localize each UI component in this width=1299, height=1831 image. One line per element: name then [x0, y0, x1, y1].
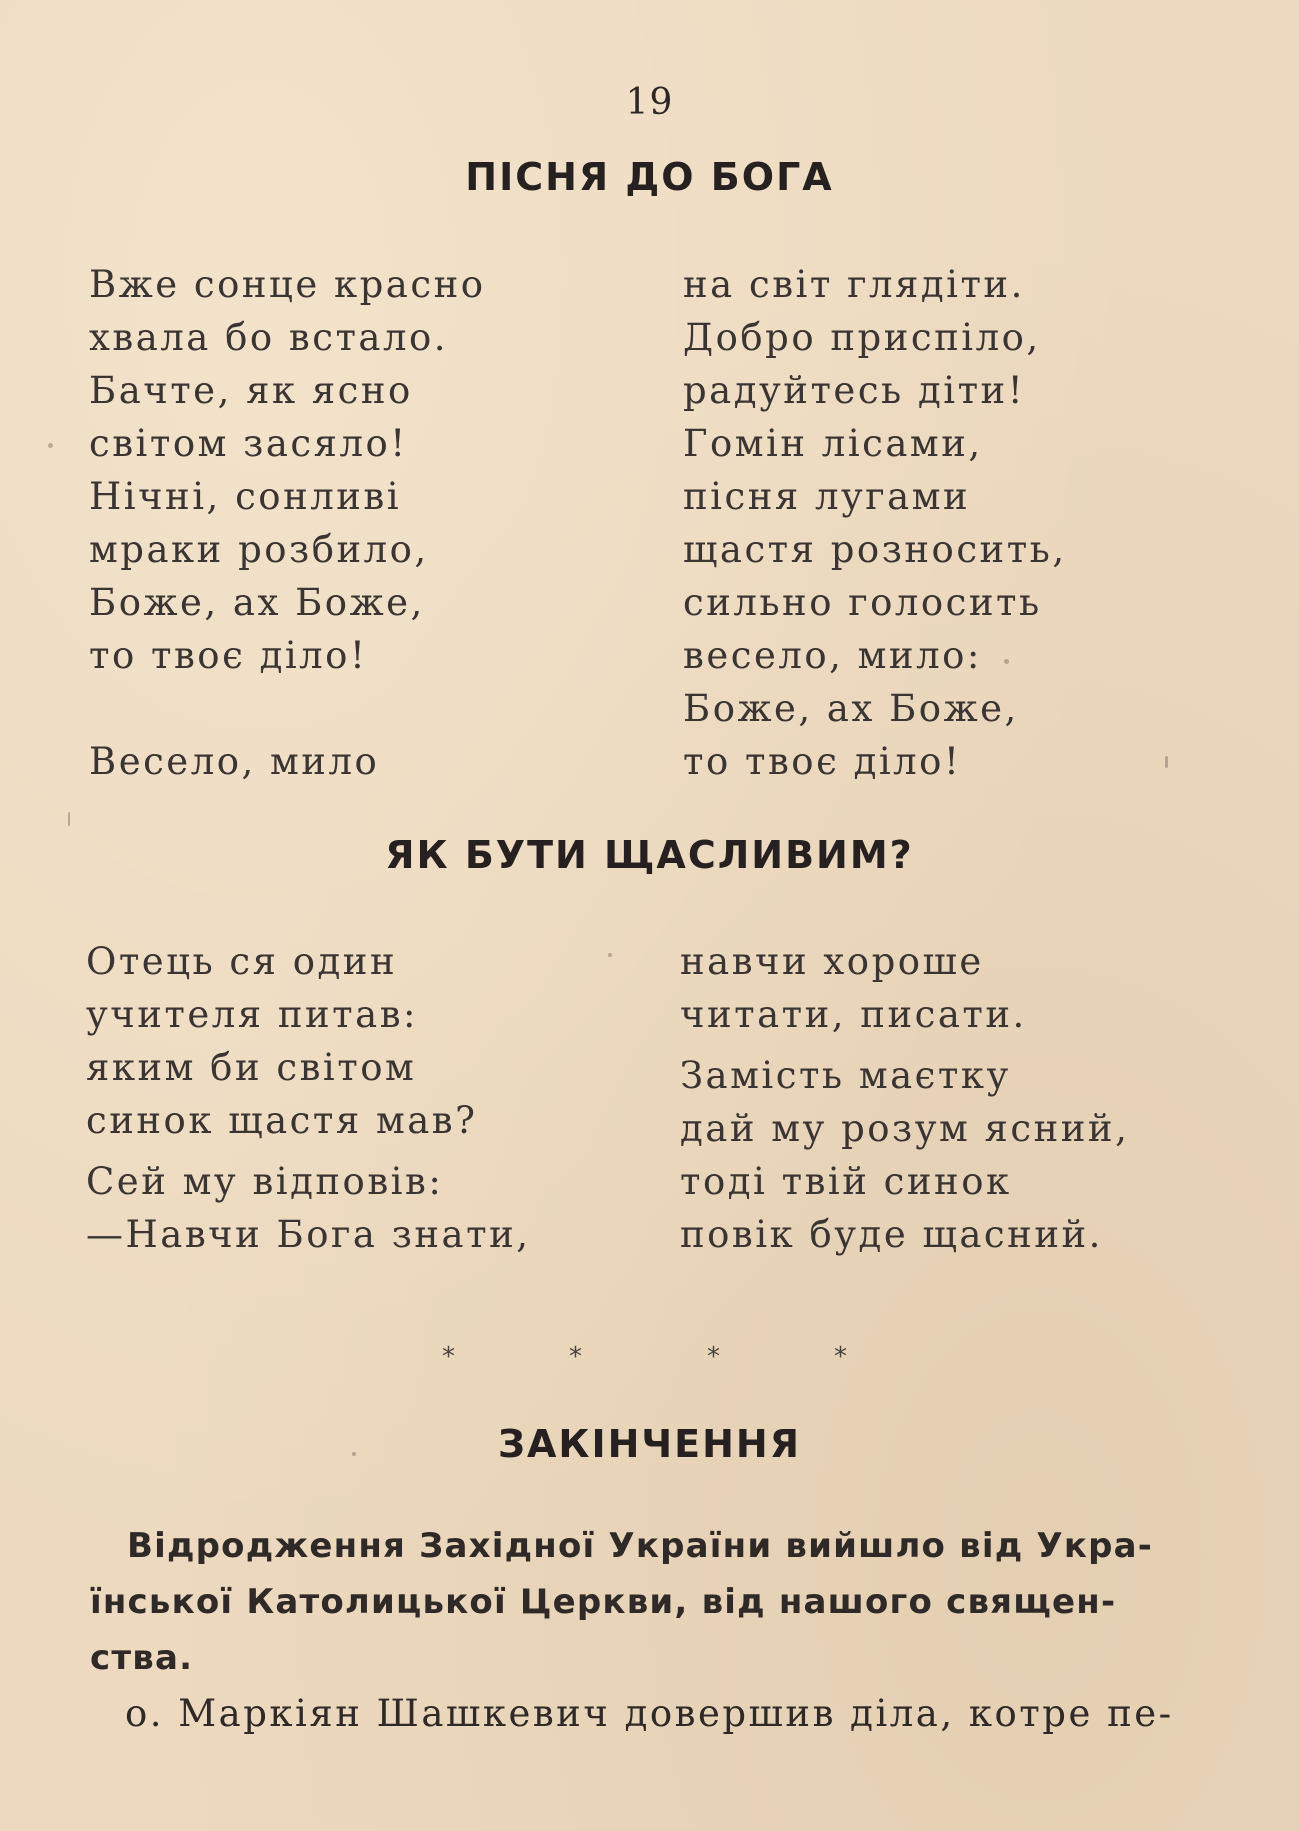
poem2-right-column: [680, 935, 1129, 1261]
poem-line: дай му розум ясний,: [680, 1107, 1130, 1150]
poem-line: Гомін лісами,: [683, 422, 983, 465]
separator-star: *: [834, 1342, 847, 1372]
paper-speck: [48, 443, 53, 448]
poem-line: мраки розбило,: [89, 528, 429, 571]
poem-line: Бачте, як ясно: [89, 369, 413, 412]
poem-line: Добро приспіло,: [683, 316, 1041, 359]
poem-line: Отець ся один: [86, 940, 398, 983]
poem-line: на світ глядіти.: [683, 263, 1025, 306]
stanza-gap: [680, 1041, 1129, 1049]
poem-line: щастя розносить,: [683, 528, 1067, 571]
paragraph-line: Відродження Західної України вийшло від Укра-: [127, 1526, 1154, 1566]
paragraph-line: їнської Католицької Церкви, від нашого священ-: [90, 1582, 1117, 1622]
poem-line: синок щастя мав?: [86, 1099, 478, 1142]
poem-line: хвала бо встало.: [89, 316, 449, 359]
poem2-left-column: [86, 935, 531, 1261]
poem-line: яким би світом: [86, 1046, 417, 1089]
poem-line: весело, мило:: [683, 634, 982, 677]
paper-speck: [68, 812, 70, 826]
paragraph-line: о. Маркіян Шашкевич довершив діла, котре пе-: [125, 1692, 1174, 1735]
paper-speck: [1004, 659, 1009, 664]
page-number: 19: [625, 82, 674, 123]
poem-title-song-to-god: ПІСНЯ ДО БОГА: [465, 155, 834, 199]
poem-line: світом засяло!: [89, 422, 408, 465]
separator-star: *: [707, 1342, 720, 1372]
poem-line: учителя питав:: [86, 993, 419, 1036]
poem-line: пісня лугами: [683, 475, 971, 518]
section-title-conclusion: ЗАКІНЧЕННЯ: [498, 1422, 801, 1466]
poem-line: Боже, ах Боже,: [683, 687, 1019, 730]
paper-speck: [608, 953, 612, 957]
stanza-gap: [89, 682, 486, 735]
poem-line: Замість маєтку: [680, 1054, 1011, 1097]
paragraph-line: ства.: [90, 1638, 194, 1678]
paper-speck: [1165, 756, 1168, 768]
poem-line: Сей му відповів:: [86, 1160, 444, 1203]
poem-title-how-to-be-happy: ЯК БУТИ ЩАСЛИВИМ?: [385, 833, 914, 877]
poem-line: то твоє діло!: [89, 634, 368, 677]
poem1-right-column: [683, 258, 1067, 788]
poem1-left-column: [89, 258, 486, 788]
poem-line: радуйтесь діти!: [683, 369, 1026, 412]
poem-line: Весело, мило: [89, 740, 380, 783]
poem-line: —Навчи Бога знати,: [86, 1213, 531, 1256]
poem-line: навчи хороше: [680, 940, 984, 983]
poem-line: тоді твій синок: [680, 1160, 1012, 1203]
poem-line: то твоє діло!: [683, 740, 962, 783]
poem-line: Нічні, сонливі: [89, 475, 402, 518]
conclusion-text: [90, 1518, 1210, 1742]
poem-line: Боже, ах Боже,: [89, 581, 425, 624]
stanza-gap: [86, 1147, 531, 1155]
separator-star: *: [569, 1342, 582, 1372]
poem-line: читати, писати.: [680, 993, 1027, 1036]
section-separator: [0, 1342, 1299, 1372]
paper-speck: [352, 1452, 356, 1456]
separator-star: *: [442, 1342, 455, 1372]
poem-line: сильно голосить: [683, 581, 1042, 624]
poem-line: повік буде щасний.: [680, 1213, 1103, 1256]
poem-line: Вже сонце красно: [89, 263, 486, 306]
